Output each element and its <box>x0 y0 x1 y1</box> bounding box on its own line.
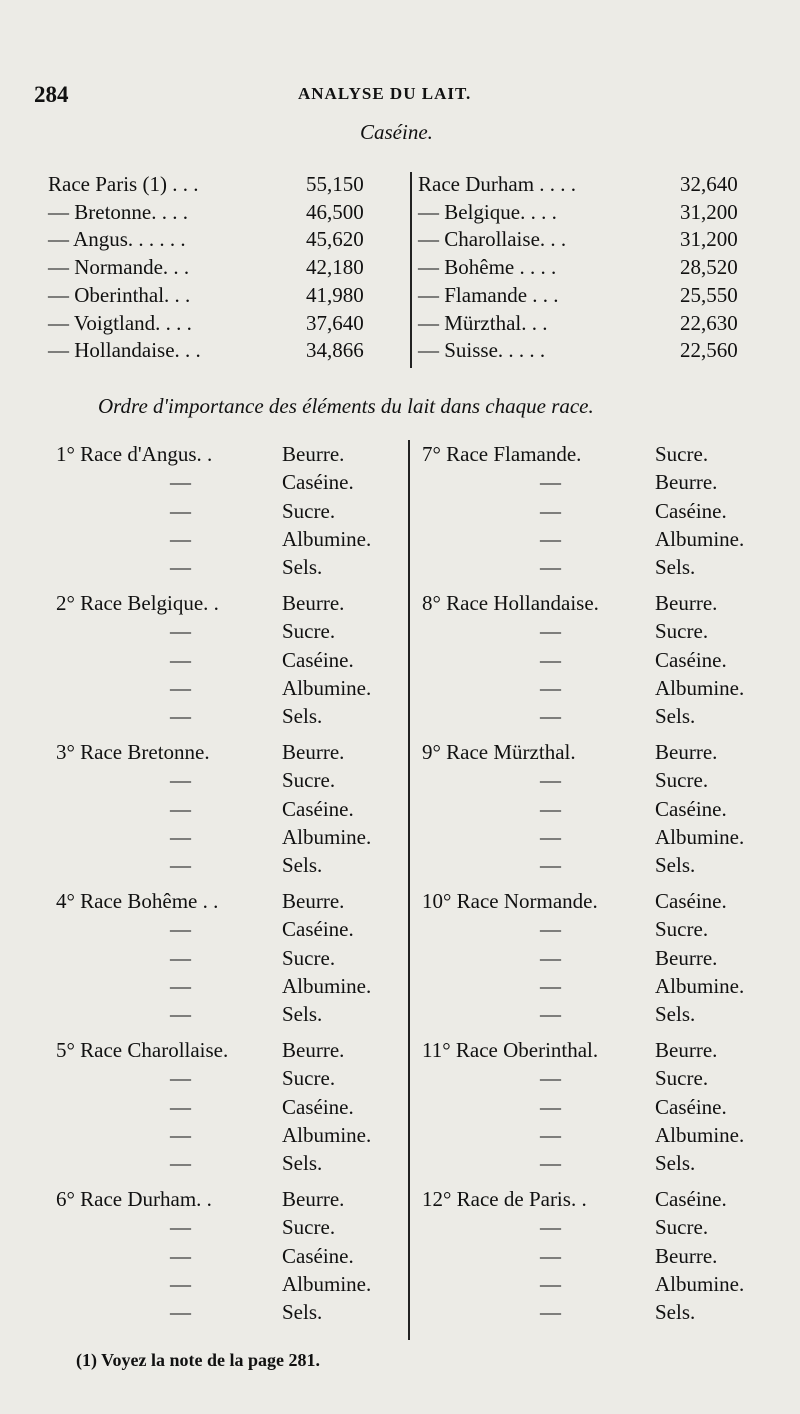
milk-element: Sels. <box>282 1151 323 1176</box>
milk-element: Sels. <box>282 704 323 729</box>
milk-element: Caséine. <box>282 917 354 942</box>
race-name: — Charollaise. . . <box>418 227 567 252</box>
milk-element: Sucre. <box>282 1215 336 1240</box>
ordre-column-divider <box>408 440 410 1340</box>
milk-element: Sels. <box>282 555 323 580</box>
milk-element: Beurre. <box>655 591 718 615</box>
race-name: — Flamande . . . <box>418 282 559 307</box>
race-label: 8° Race Hollandaise. <box>422 591 599 615</box>
ditto-dash: — <box>170 853 191 878</box>
milk-element: Beurre. <box>282 740 345 764</box>
race-label: 1° Race d'Angus. . <box>56 442 213 466</box>
ditto-dash: — <box>170 1094 191 1119</box>
milk-element: Beurre. <box>282 889 345 913</box>
ditto-dash: — <box>540 768 561 793</box>
milk-element: Caséine. <box>655 647 727 672</box>
ditto-dash: — <box>170 1002 191 1027</box>
caseine-value: 45,620 <box>306 227 364 252</box>
ditto-dash: — <box>170 619 191 644</box>
caseine-value: 42,180 <box>306 255 364 280</box>
ditto-dash: — <box>170 945 191 970</box>
ditto-dash: — <box>540 647 561 672</box>
ditto-dash: — <box>170 647 191 672</box>
milk-element: Sucre. <box>282 619 336 644</box>
caseine-value: 22,630 <box>680 310 738 335</box>
milk-element: Albumine. <box>655 824 745 849</box>
milk-element: Caséine. <box>655 1094 727 1119</box>
milk-element: Albumine. <box>282 675 372 700</box>
milk-element: Sucre. <box>282 768 336 793</box>
milk-element: Albumine. <box>655 1271 745 1296</box>
milk-element: Caséine. <box>282 1094 354 1119</box>
milk-element: Sucre. <box>655 768 709 793</box>
race-label: 5° Race Charollaise. <box>56 1038 229 1062</box>
race-label: 11° Race Oberinthal. <box>422 1038 599 1062</box>
ditto-dash: — <box>170 526 191 551</box>
milk-element: Caséine. <box>655 1187 727 1211</box>
milk-element: Sucre. <box>655 1066 709 1091</box>
ditto-dash: — <box>170 1151 191 1176</box>
race-label: 3° Race Bretonne. <box>56 740 210 764</box>
race-name: — Normande. . . <box>48 255 190 280</box>
milk-element: Beurre. <box>655 1038 718 1062</box>
milk-element: Beurre. <box>282 1038 345 1062</box>
race-name: Race Durham . . . . <box>418 172 577 196</box>
milk-element: Albumine. <box>655 675 745 700</box>
caseine-value: 55,150 <box>306 172 364 196</box>
milk-element: Albumine. <box>655 973 745 998</box>
ditto-dash: — <box>540 973 561 998</box>
milk-element: Sucre. <box>655 442 709 466</box>
caseine-value: 28,520 <box>680 255 738 280</box>
milk-element: Sucre. <box>282 945 336 970</box>
ditto-dash: — <box>170 824 191 849</box>
race-label: 6° Race Durham. . <box>56 1187 212 1211</box>
caseine-title: Caséine. <box>360 120 433 144</box>
running-title: ANALYSE DU LAIT. <box>298 84 472 103</box>
caseine-value: 31,200 <box>680 227 738 252</box>
milk-element: Caséine. <box>655 498 727 523</box>
ditto-dash: — <box>170 768 191 793</box>
milk-element: Beurre. <box>282 1187 345 1211</box>
milk-element: Albumine. <box>282 1122 372 1147</box>
ditto-dash: — <box>540 675 561 700</box>
ditto-dash: — <box>540 1243 561 1268</box>
milk-element: Albumine. <box>282 973 372 998</box>
milk-element: Caséine. <box>282 1243 354 1268</box>
milk-element: Sels. <box>655 704 696 729</box>
race-name: — Belgique. . . . <box>418 199 557 224</box>
ditto-dash: — <box>540 1066 561 1091</box>
milk-element: Beurre. <box>282 591 345 615</box>
caseine-value: 25,550 <box>680 282 738 307</box>
ditto-dash: — <box>170 1271 191 1296</box>
milk-element: Sucre. <box>655 1215 709 1240</box>
ditto-dash: — <box>170 1300 191 1325</box>
ditto-dash: — <box>540 1002 561 1027</box>
footnote: (1) Voyez la note de la page 281. <box>76 1350 320 1370</box>
milk-element: Sels. <box>655 1151 696 1176</box>
ditto-dash: — <box>170 1122 191 1147</box>
milk-element: Albumine. <box>282 824 372 849</box>
caseine-value: 31,200 <box>680 199 738 224</box>
ditto-dash: — <box>540 945 561 970</box>
ditto-dash: — <box>170 973 191 998</box>
milk-element: Beurre. <box>282 442 345 466</box>
race-name: Race Paris (1) . . . <box>48 172 199 196</box>
milk-element: Sels. <box>655 1002 696 1027</box>
ditto-dash: — <box>540 555 561 580</box>
race-name: — Mürzthal. . . <box>418 310 548 335</box>
milk-element: Sels. <box>655 555 696 580</box>
ditto-dash: — <box>540 1215 561 1240</box>
ditto-dash: — <box>540 1271 561 1296</box>
caseine-value: 41,980 <box>306 282 364 307</box>
ditto-dash: — <box>540 1122 561 1147</box>
ditto-dash: — <box>540 824 561 849</box>
milk-element: Beurre. <box>655 740 718 764</box>
ditto-dash: — <box>170 1215 191 1240</box>
race-label: 7° Race Flamande. <box>422 442 582 466</box>
ditto-dash: — <box>170 498 191 523</box>
milk-element: Albumine. <box>655 1122 745 1147</box>
milk-element: Sels. <box>282 1300 323 1325</box>
ditto-dash: — <box>540 1300 561 1325</box>
caseine-value: 22,560 <box>680 338 738 363</box>
ditto-dash: — <box>170 1243 191 1268</box>
caseine-value: 37,640 <box>306 310 364 335</box>
race-name: — Voigtland. . . . <box>48 310 192 335</box>
ditto-dash: — <box>170 675 191 700</box>
milk-element: Beurre. <box>655 470 718 495</box>
race-name: — Angus. . . . . . <box>48 227 186 252</box>
milk-element: Caséine. <box>282 796 354 821</box>
milk-element: Sels. <box>655 853 696 878</box>
caseine-value: 46,500 <box>306 199 364 224</box>
caseine-value: 34,866 <box>306 338 364 363</box>
race-label: 4° Race Bohême . . <box>56 889 219 913</box>
ditto-dash: — <box>540 619 561 644</box>
milk-element: Albumine. <box>655 526 745 551</box>
ditto-dash: — <box>540 470 561 495</box>
ditto-dash: — <box>540 796 561 821</box>
milk-element: Beurre. <box>655 1243 718 1268</box>
milk-element: Sucre. <box>655 917 709 942</box>
milk-element: Albumine. <box>282 526 372 551</box>
ditto-dash: — <box>540 853 561 878</box>
caseine-value: 32,640 <box>680 172 738 196</box>
ordre-title: Ordre d'importance des éléments du lait dans chaque race. <box>98 394 594 418</box>
milk-element: Caséine. <box>282 470 354 495</box>
milk-element: Caséine. <box>282 647 354 672</box>
ditto-dash: — <box>170 704 191 729</box>
race-label: 12° Race de Paris. . <box>422 1187 587 1211</box>
race-name: — Suisse. . . . . <box>418 338 546 363</box>
race-label: 2° Race Belgique. . <box>56 591 219 615</box>
race-label: 9° Race Mürzthal. <box>422 740 576 764</box>
ditto-dash: — <box>540 498 561 523</box>
ditto-dash: — <box>170 917 191 942</box>
milk-element: Albumine. <box>282 1271 372 1296</box>
ditto-dash: — <box>540 1094 561 1119</box>
caseine-column-divider <box>410 172 412 368</box>
milk-element: Caséine. <box>655 796 727 821</box>
ditto-dash: — <box>170 470 191 495</box>
ditto-dash: — <box>540 704 561 729</box>
race-label: 10° Race Normande. <box>422 889 598 913</box>
page-number: 284 <box>34 82 69 107</box>
ditto-dash: — <box>540 917 561 942</box>
ditto-dash: — <box>540 1151 561 1176</box>
race-name: — Hollandaise. . . <box>48 338 201 363</box>
milk-element: Beurre. <box>655 945 718 970</box>
milk-element: Sels. <box>282 1002 323 1027</box>
race-name: — Bohême . . . . <box>418 255 557 280</box>
milk-element: Sucre. <box>655 619 709 644</box>
ditto-dash: — <box>170 555 191 580</box>
race-name: — Oberinthal. . . <box>48 282 191 307</box>
milk-element: Sucre. <box>282 498 336 523</box>
milk-element: Sels. <box>282 853 323 878</box>
milk-element: Sels. <box>655 1300 696 1325</box>
ditto-dash: — <box>170 1066 191 1091</box>
milk-element: Sucre. <box>282 1066 336 1091</box>
ditto-dash: — <box>170 796 191 821</box>
race-name: — Bretonne. . . . <box>48 199 188 224</box>
ditto-dash: — <box>540 526 561 551</box>
milk-element: Caséine. <box>655 889 727 913</box>
